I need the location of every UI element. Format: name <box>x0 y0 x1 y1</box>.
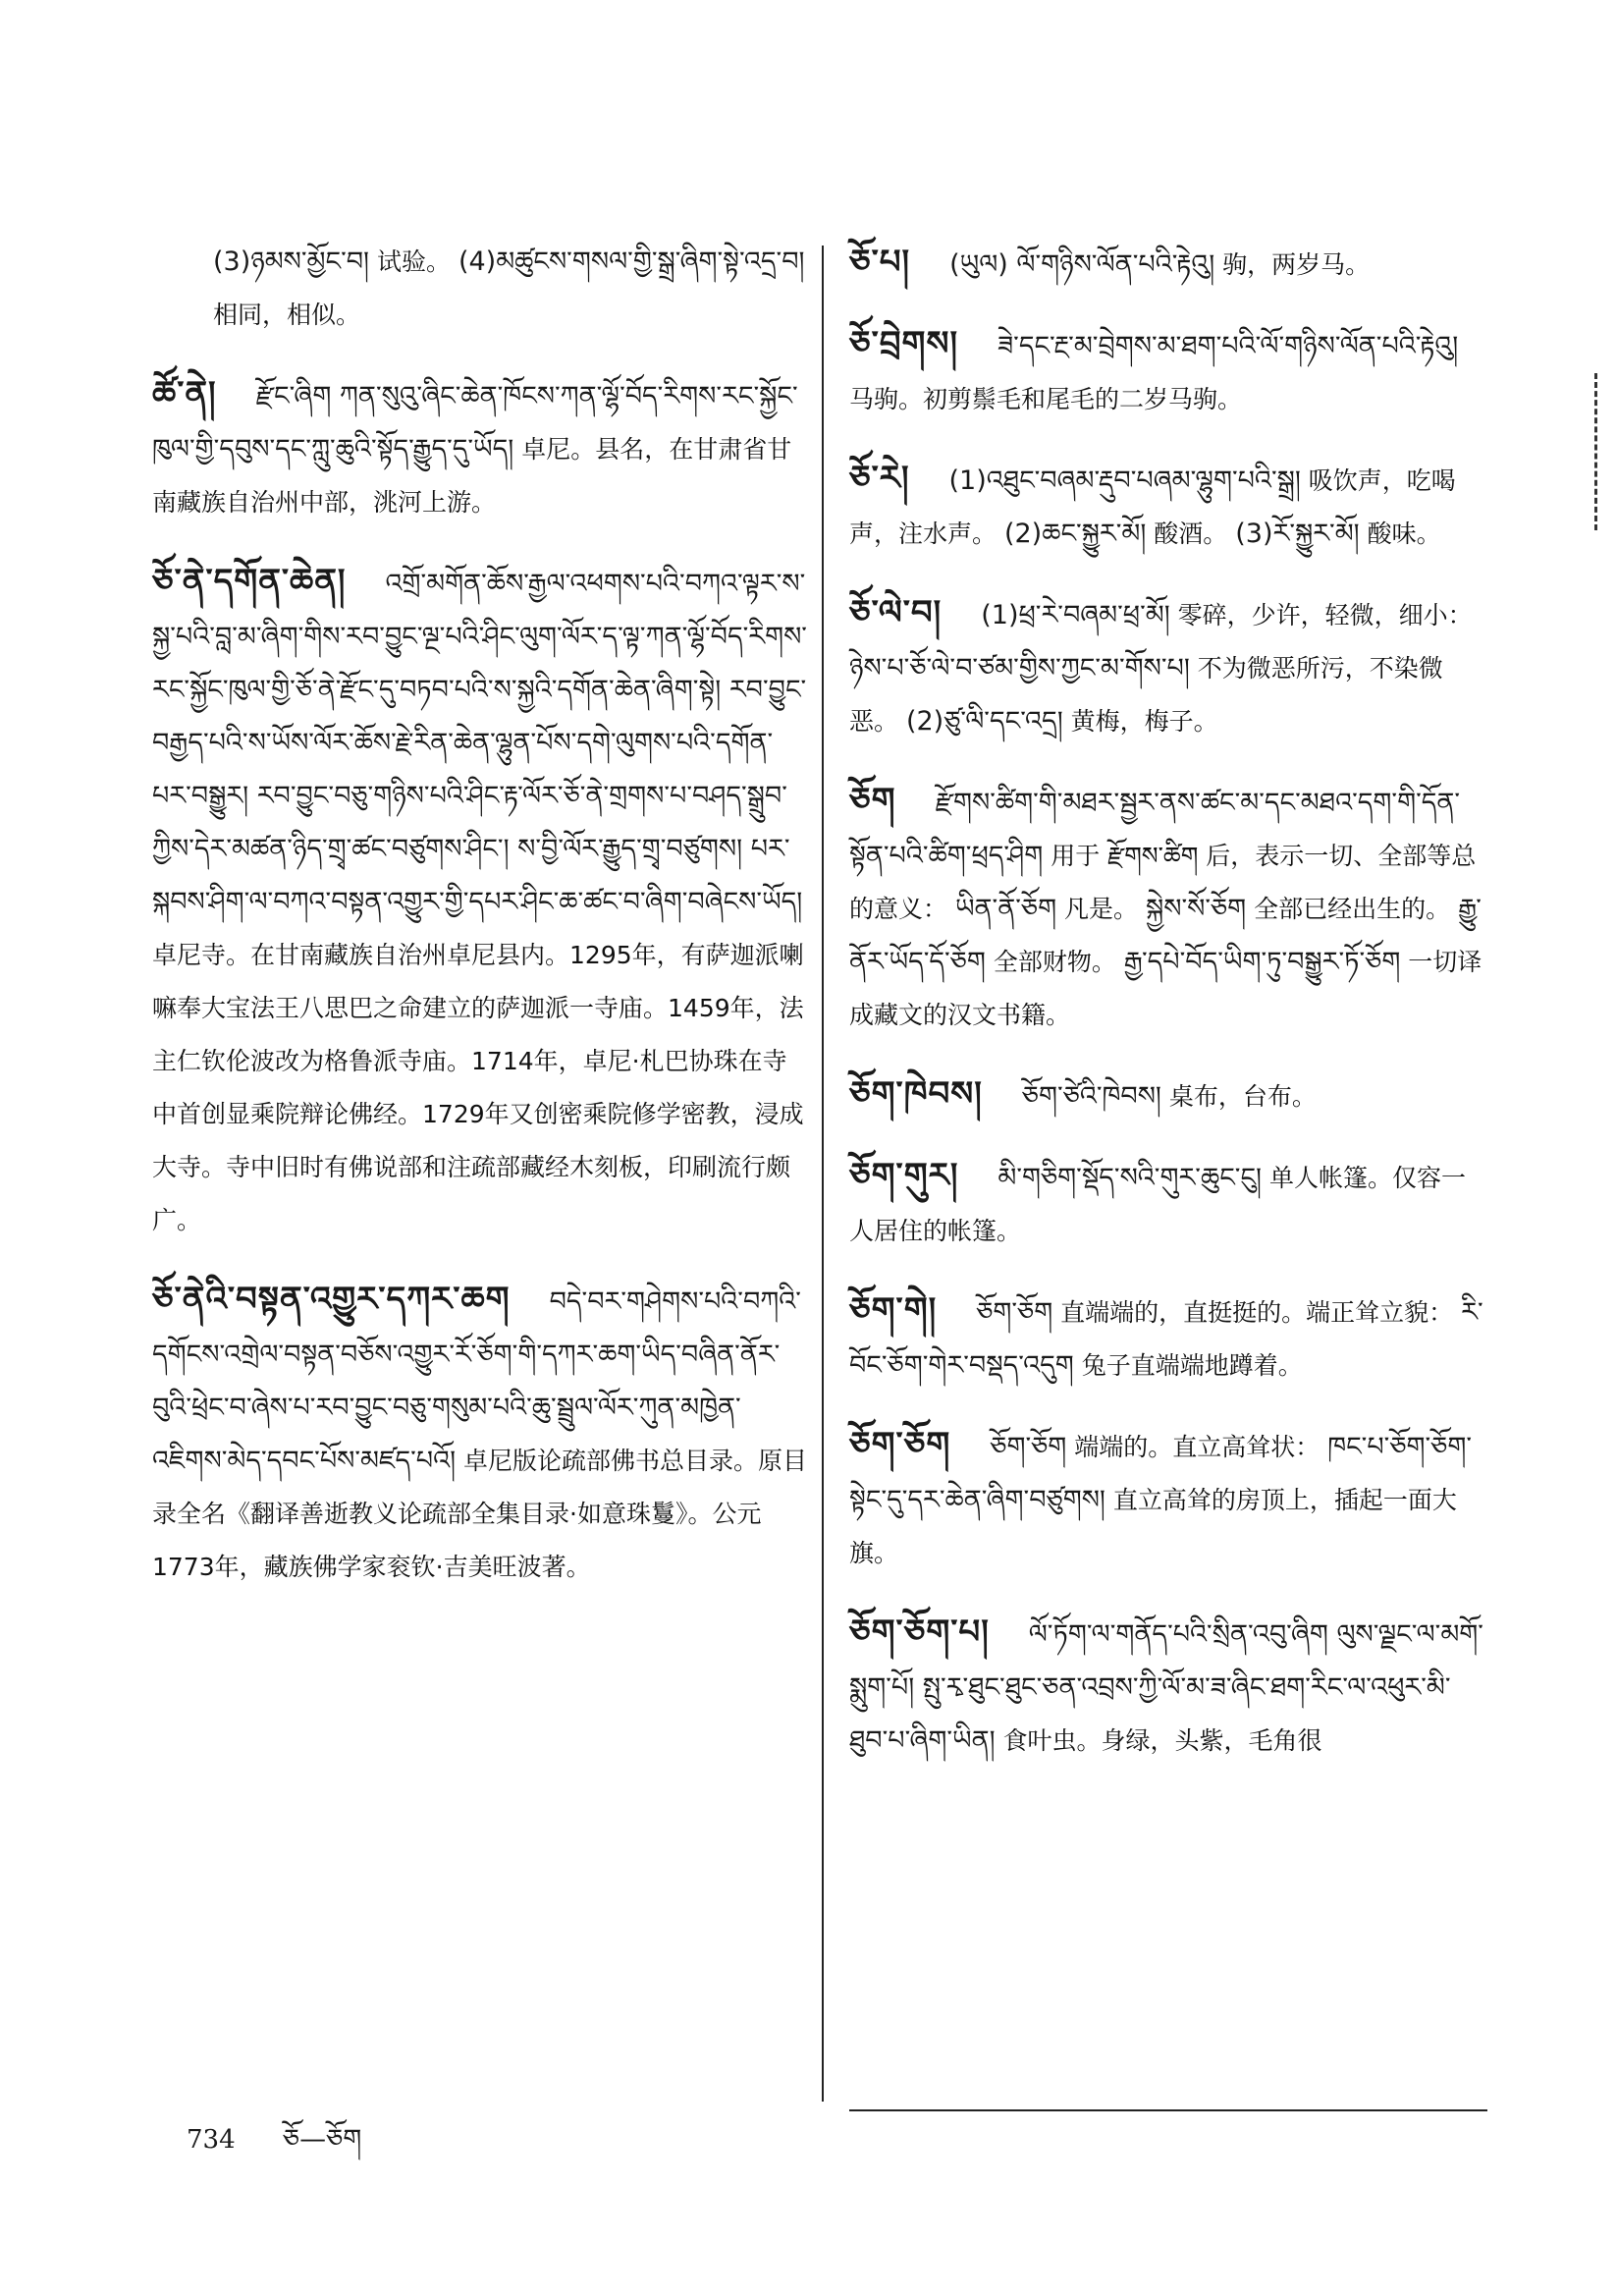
tibetan-definition: (ཡུལ) ལོ་གཉིས་ལོན་པའི་རྟེའུ། <box>949 249 1215 280</box>
tibetan-definition: ལོ་ཏོག་ལ་གནོད་པའི་སྲིན་འབུ་ཞིག ལུས་ལྗང་ལ་མགོ་སྨུག་པོ། སྤུ་རྭ་ཐུང་ཐུང་ཅན་འབྲས་ཀྱི་ལོ་མ་ཟ་ཞིང་ཐག་རིང་ལ་འཕུར་མི་ཐུབ་པ་ཞིག་ཡིན། <box>849 1619 1483 1756</box>
entry-headword: ཅོ་རེ། <box>849 459 910 498</box>
right-column <box>849 236 1487 1793</box>
tibetan-definition: ཡིན་ནོ་ཅོག <box>954 894 1057 924</box>
tibetan-definition: ཅོག་ཅོག <box>976 1297 1053 1328</box>
dictionary-entry <box>152 1273 810 1594</box>
tibetan-definition: (1)ཕྲ་རེ་བཞམ་ཕྲ་མོ། <box>981 600 1170 630</box>
bottom-rule <box>849 2109 1487 2111</box>
chinese-definition: 零碎，少许，轻微，细小： <box>1169 601 1473 629</box>
chinese-definition: 卓尼版论疏部佛书总目录。原目录全名《翻译善逝教义论疏部全集目录·如意珠鬘》。公元1773年，藏族佛学家衮钦·吉美旺波著。 <box>152 1447 808 1581</box>
column-divider <box>822 246 824 2102</box>
entry-headword: ཅོག་ཁེབས། <box>849 1074 983 1114</box>
chinese-definition: 黄梅，梅子。 <box>1062 707 1218 736</box>
chinese-definition: 兔子直端端地蹲着。 <box>1073 1351 1303 1380</box>
chinese-definition: 一切译成藏文的汉文书籍。 <box>849 948 1482 1029</box>
dictionary-entry <box>849 1149 1487 1258</box>
tibetan-definition: རྫོགས་ཚིག་གི་མཐར་སྦྱར་ནས་ཚང་མ་དང་མཐའ་དག་གི་དོན་སྟོན་པའི་ཚིག་ཕྲད་ཤིག <box>849 788 1461 871</box>
dictionary-entry <box>849 236 1487 292</box>
tibetan-definition: ཟེ་དང་རྔ་མ་བྲེགས་མ་ཐག་པའི་ལོ་གཉིས་ལོན་པའི་རྟེའུ། <box>997 331 1459 361</box>
left-column <box>152 236 810 1619</box>
entry-headword: ཅོག་ཅོག <box>849 1425 951 1464</box>
tibetan-definition: སྐྱེས་སོ་ཅོག <box>1146 894 1247 924</box>
chinese-definition: 驹，两岁马。 <box>1214 250 1371 279</box>
tibetan-definition: རྒྱུ་ནོར་ཡོད་དོ་ཅོག <box>849 894 1482 977</box>
chinese-definition: 相同，相似。 <box>213 301 361 329</box>
tibetan-definition: མི་གཅིག་སྡོད་སའི་གུར་ཆུང་ངུ། <box>997 1163 1263 1193</box>
dictionary-entry <box>152 367 810 529</box>
entry-headword: ཅོག་ཅོག་པ། <box>849 1613 990 1652</box>
tibetan-definition: ཅོག་ཅོག <box>990 1432 1067 1462</box>
tibetan-definition: རྒྱ་དཔེ་བོད་ཡིག་ཏུ་བསྒྱུར་ཏོ་ཅོག <box>1123 947 1401 977</box>
entry-headword: ཅོག་གེ། <box>849 1290 938 1330</box>
chinese-definition: 全部财物。 <box>985 948 1116 976</box>
chinese-definition: 卓尼。县名，在甘肃省甘南藏族自治州中部，洮河上游。 <box>152 435 792 517</box>
tibetan-definition: (1)འཐུང་བཞམ་རྡུབ་པཞམ་ལྷུག་པའི་སྒྲ། <box>948 465 1301 496</box>
tibetan-definition: འགྲོ་མགོན་ཆོས་རྒྱལ་འཕགས་པའི་བཀའ་ལྟར་ས་སྐྱ་པའི་བླ་མ་ཞིག་གིས་རབ་བྱུང་ལྔ་པའི་ཤིང་ལུག་ལོར་ད་ལྟ་ཀན་ལྷོ་བོད་རིགས་རང་སྐྱོང་ཁུལ་གྱི་ཅོ་ནེ་རྫོང་དུ་བཏབ་པའི་ས་སྐྱའི་དགོན་ཆེན་ཞིག་སྟེ། རབ་བྱུང་བརྒྱད་པའི་ས་ཡོས་ལོར་ཆོས་རྗེ་རིན་ཆེན་ལྷུན་པོས་དགེ་ལུགས་པའི་དགོན་པར་བསྒྱུར། རབ་བྱུང་བཅུ་གཉིས་པའི་ཤིང་རྟ་ལོར་ཅོ་ནེ་གྲགས་པ་བཤད་སྒྲུབ་ཀྱིས་དེར་མཚན་ཉིད་གྲྭ་ཚང་བཙུགས་ཤིང་། ས་བྱི་ལོར་རྒྱུད་གྲྭ་བཙུགས། པར་སྐབས་ཤིག་ལ་བཀའ་བསྟན་འགྱུར་གྱི་དཔར་ཤིང་ཆ་ཚང་བ་ཞིག་བཞེངས་ཡོད། <box>152 569 807 917</box>
chinese-definition: 端端的。直立高耸状： <box>1066 1433 1321 1461</box>
entry-headword: ཅོག་གུར། <box>849 1156 959 1195</box>
chinese-definition: 全部已经出生的。 <box>1246 895 1451 923</box>
tibetan-definition: (2)ཙུ་ལི་དང་འདྲ། <box>905 706 1063 737</box>
chinese-definition: 酸酒。 <box>1146 519 1228 548</box>
entry-headword: ཅོ་པ། <box>849 243 911 282</box>
chinese-definition: 不为微恶所污，不染微恶。 <box>849 654 1443 736</box>
tibetan-definition: ཅོག་ཙེའི་ཁེབས། <box>1021 1081 1161 1112</box>
entry-headword: ཅོག <box>849 781 896 820</box>
tibetan-definition: རྫོང་ཞིག ཀན་སུའུ་ཞིང་ཆེན་ཁོངས་ཀན་ལྷོ་བོད་རིགས་རང་སྐྱོང་ཁུལ་གྱི་དབུས་དང་ཀླུ་ཆུའི་སྟོད་རྒྱུད་དུ་ཡོད། <box>152 381 798 465</box>
entry-headword: ཚོ་ནེ། <box>152 374 217 413</box>
dictionary-entry <box>849 586 1487 748</box>
entry-headword: ཅོ་ལེ་བ། <box>849 593 943 632</box>
chinese-definition: 吸饮声，吃喝声，注水声。 <box>849 466 1456 548</box>
chinese-definition: 试验。 <box>369 247 451 276</box>
chinese-definition: 卓尼寺。在甘南藏族自治州卓尼县内。1295年，有萨迦派喇嘛奉大宝法王八思巴之命建立的萨迦派一寺庙。1459年，法主仁钦伦波改为格鲁派寺庙。1714年，卓尼·札巴协珠在寺中首创显乘院辩论佛经。1729年又创密乘院修学密教，浸成大寺。寺中旧时有佛说部和注疏部藏经木刻板，印刷流行颇广。 <box>152 941 804 1234</box>
tibetan-definition: (2)ཆང་སྐྱུར་མོ། <box>1003 519 1147 549</box>
page-edge-mark <box>1594 373 1617 530</box>
dictionary-entry <box>849 1067 1487 1123</box>
chinese-definition: 直立高耸的房顶上，插起一面大旗。 <box>849 1486 1457 1567</box>
tibetan-definition: (4)མཚུངས་གསལ་གྱི་སྒྲ་ཞིག་སྟེ་འདྲ་བ། <box>458 246 805 277</box>
dictionary-entry <box>849 1284 1487 1393</box>
chinese-definition: 单人帐篷。仅容一人居住的帐篷。 <box>849 1164 1466 1245</box>
dictionary-entry <box>849 1418 1487 1580</box>
entry-headword: ཅོ་ནེའི་བསྟན་འགྱུར་དཀར་ཆག <box>152 1280 511 1319</box>
tibetan-definition: (3)ཉམས་མྱོང་བ། <box>213 246 370 277</box>
chinese-definition: 用于 རྫོགས་ཚིག 后，表示一切、全部等总的意义： <box>849 842 1477 923</box>
tibetan-definition: (3)རོ་སྐྱུར་མོ། <box>1235 519 1360 549</box>
dictionary-entry <box>152 236 810 342</box>
chinese-definition: 桌布，台布。 <box>1160 1082 1317 1111</box>
tibetan-definition: ཉེས་པ་ཅོ་ལེ་བ་ཙམ་གྱིས་ཀྱང་མ་གོས་པ། <box>849 653 1190 683</box>
dictionary-entry <box>849 317 1487 426</box>
tibetan-definition: རི་བོང་ཅོག་གེར་བསྡད་འདུག <box>849 1297 1483 1381</box>
dictionary-entry <box>152 555 810 1247</box>
chinese-definition: 食叶虫。身绿，头紫，毛角很 <box>995 1726 1322 1755</box>
page-range: ཅོ—ཅོག <box>282 2124 362 2155</box>
tibetan-definition: བདེ་བར་གཤེགས་པའི་བཀའི་དགོངས་འགྲེལ་བསྟན་བཅོས་འགྱུར་རོ་ཅོག་གི་དཀར་ཆག་ཡིད་བཞིན་ནོར་བུའི་ཕྲེང་བ་ཞེས་པ་རབ་བྱུང་བཅུ་གསུམ་པའི་ཆུ་སྦྲུལ་ལོར་ཀུན་མཁྱེན་འཇིགས་མེད་དབང་པོས་མཛད་པའོ། <box>152 1286 801 1476</box>
entry-headword: ཅོ་ནེ་དགོན་ཆེན། <box>152 562 347 601</box>
dictionary-entry <box>849 452 1487 561</box>
dictionary-entry <box>849 774 1487 1042</box>
entry-headword: ཅོ་བྲེགས། <box>849 324 958 363</box>
dictionary-entry <box>849 1606 1487 1768</box>
page-footer <box>187 2111 361 2168</box>
page-number: 734 <box>187 2125 236 2155</box>
chinese-definition: 直端端的，直挺挺的。端正耸立貌： <box>1052 1298 1454 1327</box>
chinese-definition: 马驹。初剪鬃毛和尾毛的二岁马驹。 <box>849 385 1243 413</box>
tibetan-definition: ཁང་པ་ཅོག་ཅོག་སྟེང་དུ་དར་ཆེན་ཞིག་བཙུགས། <box>849 1432 1473 1515</box>
chinese-definition: 凡是。 <box>1056 895 1139 923</box>
chinese-definition: 酸味。 <box>1359 519 1441 548</box>
